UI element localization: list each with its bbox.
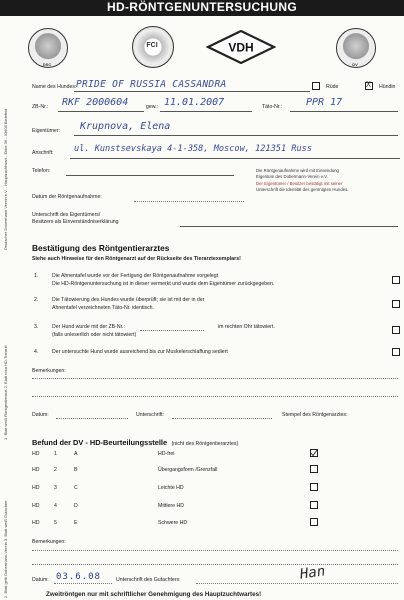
phone-note-1: Die Röntgenaufnahme wird mit Einsendung: [256, 168, 339, 173]
dv-section-title-note: (nicht des Röntgentierarztes): [171, 441, 239, 447]
phone-note-3: Der Eigentümer / Besitzer bestätigt mit seiner: [256, 181, 343, 186]
dv-remarks-line-2: [32, 564, 398, 565]
hd-row-4-hd: HD: [32, 503, 40, 509]
hd-row-2-checkbox[interactable]: [310, 465, 318, 473]
hd-row-5-hd: HD: [32, 520, 40, 526]
vet-remarks-line-2: [32, 396, 398, 397]
hd-row-5-n: 5: [54, 520, 57, 526]
vet-item-3-zb-line: [140, 330, 204, 331]
vet-item-4-checkbox[interactable]: [392, 348, 400, 356]
hd-row-1-checkbox[interactable]: [310, 449, 318, 457]
checkmark-icon: [310, 449, 318, 457]
hd-row-4-checkbox[interactable]: [310, 501, 318, 509]
address-value[interactable]: ul. Kunstsevskaya 4-1-358, Moscow, 121351 Russ: [74, 144, 312, 154]
phone-underline: [66, 175, 234, 176]
huendin-mark: X: [366, 80, 371, 89]
hd-row-4-desc: Mittlere HD: [158, 503, 184, 509]
gew-underline: [160, 111, 252, 112]
hd-row-4-n: 4: [54, 503, 57, 509]
hd-row-1-desc: HD-frei: [158, 451, 175, 457]
vet-item-4-num: 4.: [34, 349, 39, 355]
vet-item-3-line-1a: Der Hund wurde mit der ZB-Nr.:: [52, 324, 125, 330]
zb-label: ZB-Nr.:: [32, 104, 49, 110]
vet-item-1-checkbox[interactable]: [392, 276, 400, 284]
owner-value[interactable]: Krupnova, Elena: [80, 121, 171, 132]
owner-underline: [74, 135, 398, 136]
dv-section-title: Befund der DV - HD-Beurteilungsstelle: [32, 438, 168, 447]
hd-row-3-l: C: [74, 485, 78, 491]
zb-value[interactable]: RKF 2000604: [62, 97, 129, 108]
vet-date-label: Datum:: [32, 412, 49, 418]
name-label: Name des Hundes:: [32, 84, 77, 90]
hd-row-1-l: A: [74, 451, 78, 457]
vet-stamp-label: Stempel des Röntgenarztes:: [282, 412, 348, 418]
expert-sig-line: [196, 583, 398, 584]
hd-row-5-checkbox[interactable]: [310, 518, 318, 526]
owner-sig-line: [180, 226, 398, 227]
hd-row-3-n: 3: [54, 485, 57, 491]
expert-sig-label: Unterschrift des Gutachters:: [116, 577, 181, 583]
vet-item-3-line-2: (falls unleserlich oder nicht tätowiert): [52, 332, 137, 338]
hd-row-1-n: 1: [54, 451, 57, 457]
vet-date-line: [56, 418, 128, 419]
xray-date-label: Datum der Röntgenaufnahme:: [32, 194, 102, 200]
huendin-label: Hündin: [379, 84, 396, 90]
dv-section-title-wrap: [32, 432, 238, 450]
taeto-label: Täto-Nr.:: [262, 104, 283, 110]
vet-item-3-num: 3.: [34, 324, 39, 330]
vet-remarks-label: Bemerkungen:: [32, 368, 66, 374]
hd-row-2-desc: Übergangsform /Grenzfall: [158, 467, 218, 473]
vet-sig-label: Unterschrift:: [136, 412, 164, 418]
name-underline: [74, 91, 310, 92]
phone-note-2: Eigentum des Dobermann-Verein e.V.: [256, 174, 328, 179]
owner-sig-label-1: Unterschrift des Eigentümers/: [32, 212, 101, 218]
gew-value[interactable]: 11.01.2007: [164, 97, 225, 108]
hd-row-5-desc: Schwere HD: [158, 520, 188, 526]
side-text-mid: 1. Blatt weiß Röntgentierarzt 2. Blatt rosa HD-Tierarzt: [3, 345, 8, 440]
ruede-label: Rüde: [326, 84, 339, 90]
hd-row-2-hd: HD: [32, 467, 40, 473]
address-label: Anschrift:: [32, 150, 54, 156]
taeto-value[interactable]: PPR 17: [306, 97, 343, 108]
zb-underline: [58, 111, 144, 112]
hd-row-1-hd: HD: [32, 451, 40, 457]
ruede-checkbox[interactable]: [312, 82, 320, 90]
phone-note-4: Unterschrift die Identität des geröntgten Hundes.: [256, 187, 349, 192]
hd-row-3-checkbox[interactable]: [310, 483, 318, 491]
side-text-bottom: 2. Blatt gelb Dobermann-Verein 3. Blatt weiß Gutachter: [3, 500, 8, 598]
vet-item-4-line-1: Der untersuchte Hund wurde ausreichend bis zur Muskelerschlaffung sediert: [52, 349, 228, 355]
page-title: HD-RÖNTGENUNTERSUCHUNG: [0, 0, 404, 16]
fci-logo-caption: FCI: [146, 42, 158, 49]
hd-row-3-desc: Leichte HD: [158, 485, 184, 491]
vdh-logo-text: VDH: [228, 40, 254, 55]
vet-item-2-num: 2.: [34, 297, 39, 303]
dv-date-line: [54, 583, 112, 584]
dv-remarks-line-1: [32, 550, 398, 551]
hd-row-2-n: 2: [54, 467, 57, 473]
hd-row-3-hd: HD: [32, 485, 40, 491]
vet-item-1-line-1: Die Ahnentafel wurde vor der Fertigung der Röntgenaufnahme vorgelegt: [52, 273, 219, 279]
owner-sig-label-2: Besitzers als Einverständniserklärung: [32, 219, 119, 225]
vet-item-2-line-1: Die Tätowierung des Hundes wurde überprüft; sie ist mit der in der: [52, 297, 205, 303]
side-text-top: Deutscher Dobermann Verein e.V. - Hauptzuchtwart - Ebke 36 - 33605 Bielefeld: [3, 108, 8, 250]
vet-item-3-line-1b: im rechten Ohr tätowiert.: [218, 324, 275, 330]
dv-remarks-label: Bemerkungen:: [32, 539, 66, 545]
vet-section-title: Bestätigung des Röntgentierarztes: [32, 243, 170, 253]
vdh-logo: [206, 30, 276, 64]
vet-sig-line: [172, 418, 272, 419]
name-value[interactable]: PRIDE OF RUSSIA CASSANDRA: [76, 79, 227, 90]
vet-item-3-checkbox[interactable]: [392, 326, 400, 334]
vet-item-1-line-2: Die HD-Röntgenuntersuchung ist in dieser vermerkt und wurde dem Eigentümer zurückgegeben.: [52, 281, 275, 287]
vet-remarks-line-1: [32, 378, 398, 379]
vet-item-2-checkbox[interactable]: [392, 300, 400, 308]
dsc-logo-caption: DSC: [42, 62, 52, 67]
gew-label: gew.:: [146, 104, 159, 110]
taeto-underline: [290, 111, 398, 112]
expert-sig-value: Han: [299, 563, 327, 583]
xray-date-line: [134, 201, 244, 202]
dv-date-value[interactable]: 03.6.08: [56, 572, 101, 582]
hd-row-2-l: B: [74, 467, 78, 473]
hd-row-4-l: D: [74, 503, 78, 509]
phone-label: Telefon:: [32, 168, 51, 174]
huendin-checkbox[interactable]: [365, 82, 373, 90]
vet-item-1-num: 1.: [34, 273, 39, 279]
hd-row-5-l: E: [74, 520, 78, 526]
dv-logo-caption: DV: [352, 62, 358, 67]
dv-date-label: Datum:: [32, 577, 49, 583]
vet-item-2-line-2: Ahnentafel verzeichneten Täto-Nr. identisch.: [52, 305, 154, 311]
vet-section-subtitle: Siehe auch Hinweise für den Röntgenarzt auf der Rückseite des Tierarztexemplars!: [32, 256, 241, 262]
address-underline: [70, 158, 400, 159]
footer-note: Zweitröntgen nur mit schriftlicher Genehmigung des Hauptzuchtwartes!: [46, 591, 262, 598]
owner-label: Eigentümer:: [32, 128, 60, 134]
